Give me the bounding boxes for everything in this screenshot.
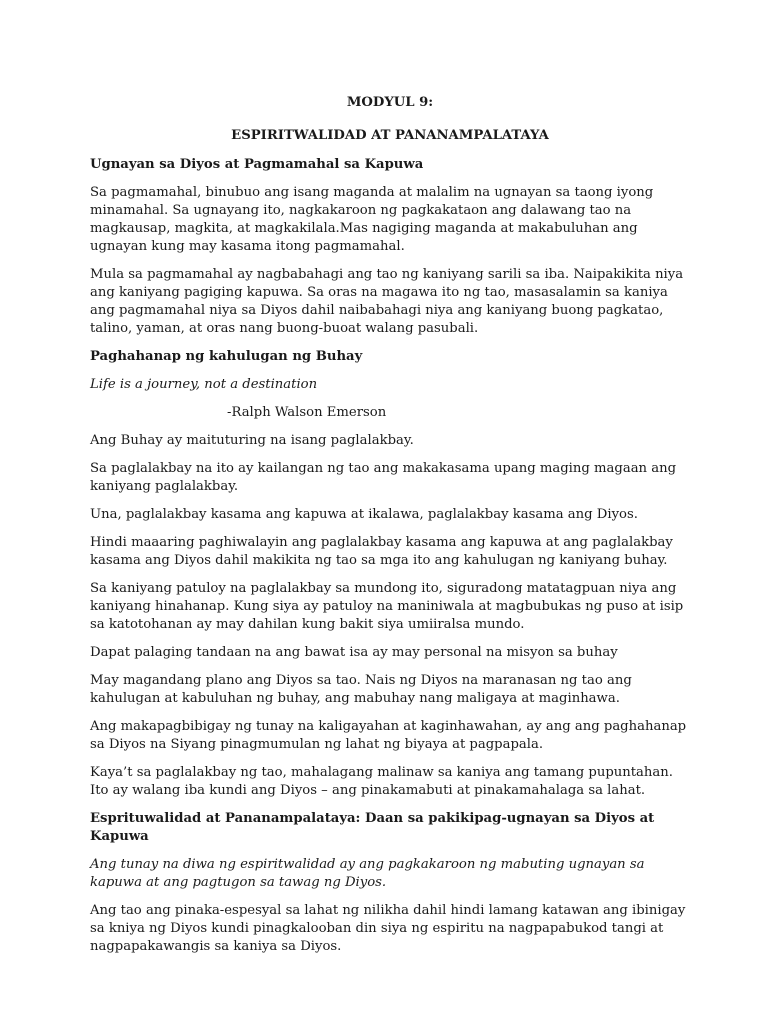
paragraph: Ang tao ang pinaka-espesyal sa lahat ng nilikha dahil hindi lamang katawan ang ibinigay sa kniya ng Diyos kundi pinagkalooban din siya ng espiritu na nagpapabukod tangi at nagpapakawangis sa kaniya sa Diyos. <box>90 903 686 954</box>
quote: Ang tunay na diwa ng espiritwalidad ay ang pagkakaroon ng mabuting ugnayan sa kapuwa at ang pagtugon sa tawag ng Diyos. <box>90 857 645 890</box>
section-heading-paghahanap: Paghahanap ng kahulugan ng Buhay <box>90 349 363 364</box>
module-number: MODYUL 9: <box>346 95 434 110</box>
paragraph: Ang Buhay ay maituturing na isang paglalakbay. <box>90 433 414 448</box>
module-title: ESPIRITWALIDAD AT PANANAMPALATAYA <box>231 128 549 143</box>
paragraph: Sa paglalakbay na ito ay kailangan ng tao ang makakasama upang maging magaan ang kaniyang paglalakbay. <box>90 461 677 494</box>
paragraph: Sa pagmamahal, binubuo ang isang maganda at malalim na ugnayan sa taong iyong minamahal. Sa ugnayang ito, nagkakaroon ng pagkakataon ang dalawang tao na magkausap, magkita, at magkakilala.Mas nagiging maganda at makabuluhan ang ugnayan kung may kasama itong pagmamahal. <box>90 185 654 254</box>
paragraph: Hindi maaaring paghiwalayin ang paglalakbay kasama ang kapuwa at ang paglalakbay kasama ang Diyos dahil makikita ng tao sa mga ito ang kahulugan ng kaniyang buhay. <box>90 535 673 568</box>
section-heading-ugnayan: Ugnayan sa Diyos at Pagmamahal sa Kapuwa <box>90 157 424 172</box>
paragraph: Mula sa pagmamahal ay nagbabahagi ang tao ng kaniyang sarili sa iba. Naipakikita niya ang kaniyang pagiging kapuwa. Sa oras na magawa ito ng tao, masasalamin sa kaniya ang pagmamahal niya sa Diyos dahil naibabahagi niya ang kaniyang buong pagkatao, talino, yaman, at oras nang buong-buoat walang pasubali. <box>90 267 684 336</box>
section-heading-espirituwalidad: Esprituwalidad at Pananampalataya: Daan sa pakikipag-ugnayan sa Diyos at Kapuwa <box>90 811 655 844</box>
paragraph: Ang makapagbibigay ng tunay na kaligayahan at kaginhawahan, ay ang ang paghahanap sa Diyos na Siyang pinagmumulan ng lahat ng biyaya at pagpapala. <box>90 719 687 752</box>
paragraph: Sa kaniyang patuloy na paglalakbay sa mundong ito, siguradong matatagpuan niya ang kaniyang hinahanap. Kung siya ay patuloy na maniniwala at magbubukas ng puso at isip sa katotohanan ay may dahilan kung bakit siya umiiralsa mundo. <box>90 581 684 632</box>
paragraph: May magandang plano ang Diyos sa tao. Nais ng Diyos na maranasan ng tao ang kahulugan at kabuluhan ng buhay, ang mabuhay nang maligaya at maginhawa. <box>90 673 632 706</box>
paragraph: Una, paglalakbay kasama ang kapuwa at ikalawa, paglalakbay kasama ang Diyos. <box>90 507 638 522</box>
paragraph: Kaya’t sa paglalakbay ng tao, mahalagang malinaw sa kaniya ang tamang pupuntahan. Ito ay walang iba kundi ang Diyos – ang pinakamabuti at pinakamahalaga sa lahat. <box>90 765 673 798</box>
quote: Life is a journey, not a destination <box>90 377 318 392</box>
quote-author: -Ralph Walson Emerson <box>227 405 387 420</box>
paragraph: Dapat palaging tandaan na ang bawat isa ay may personal na misyon sa buhay <box>90 645 618 660</box>
document-page <box>90 94 690 966</box>
